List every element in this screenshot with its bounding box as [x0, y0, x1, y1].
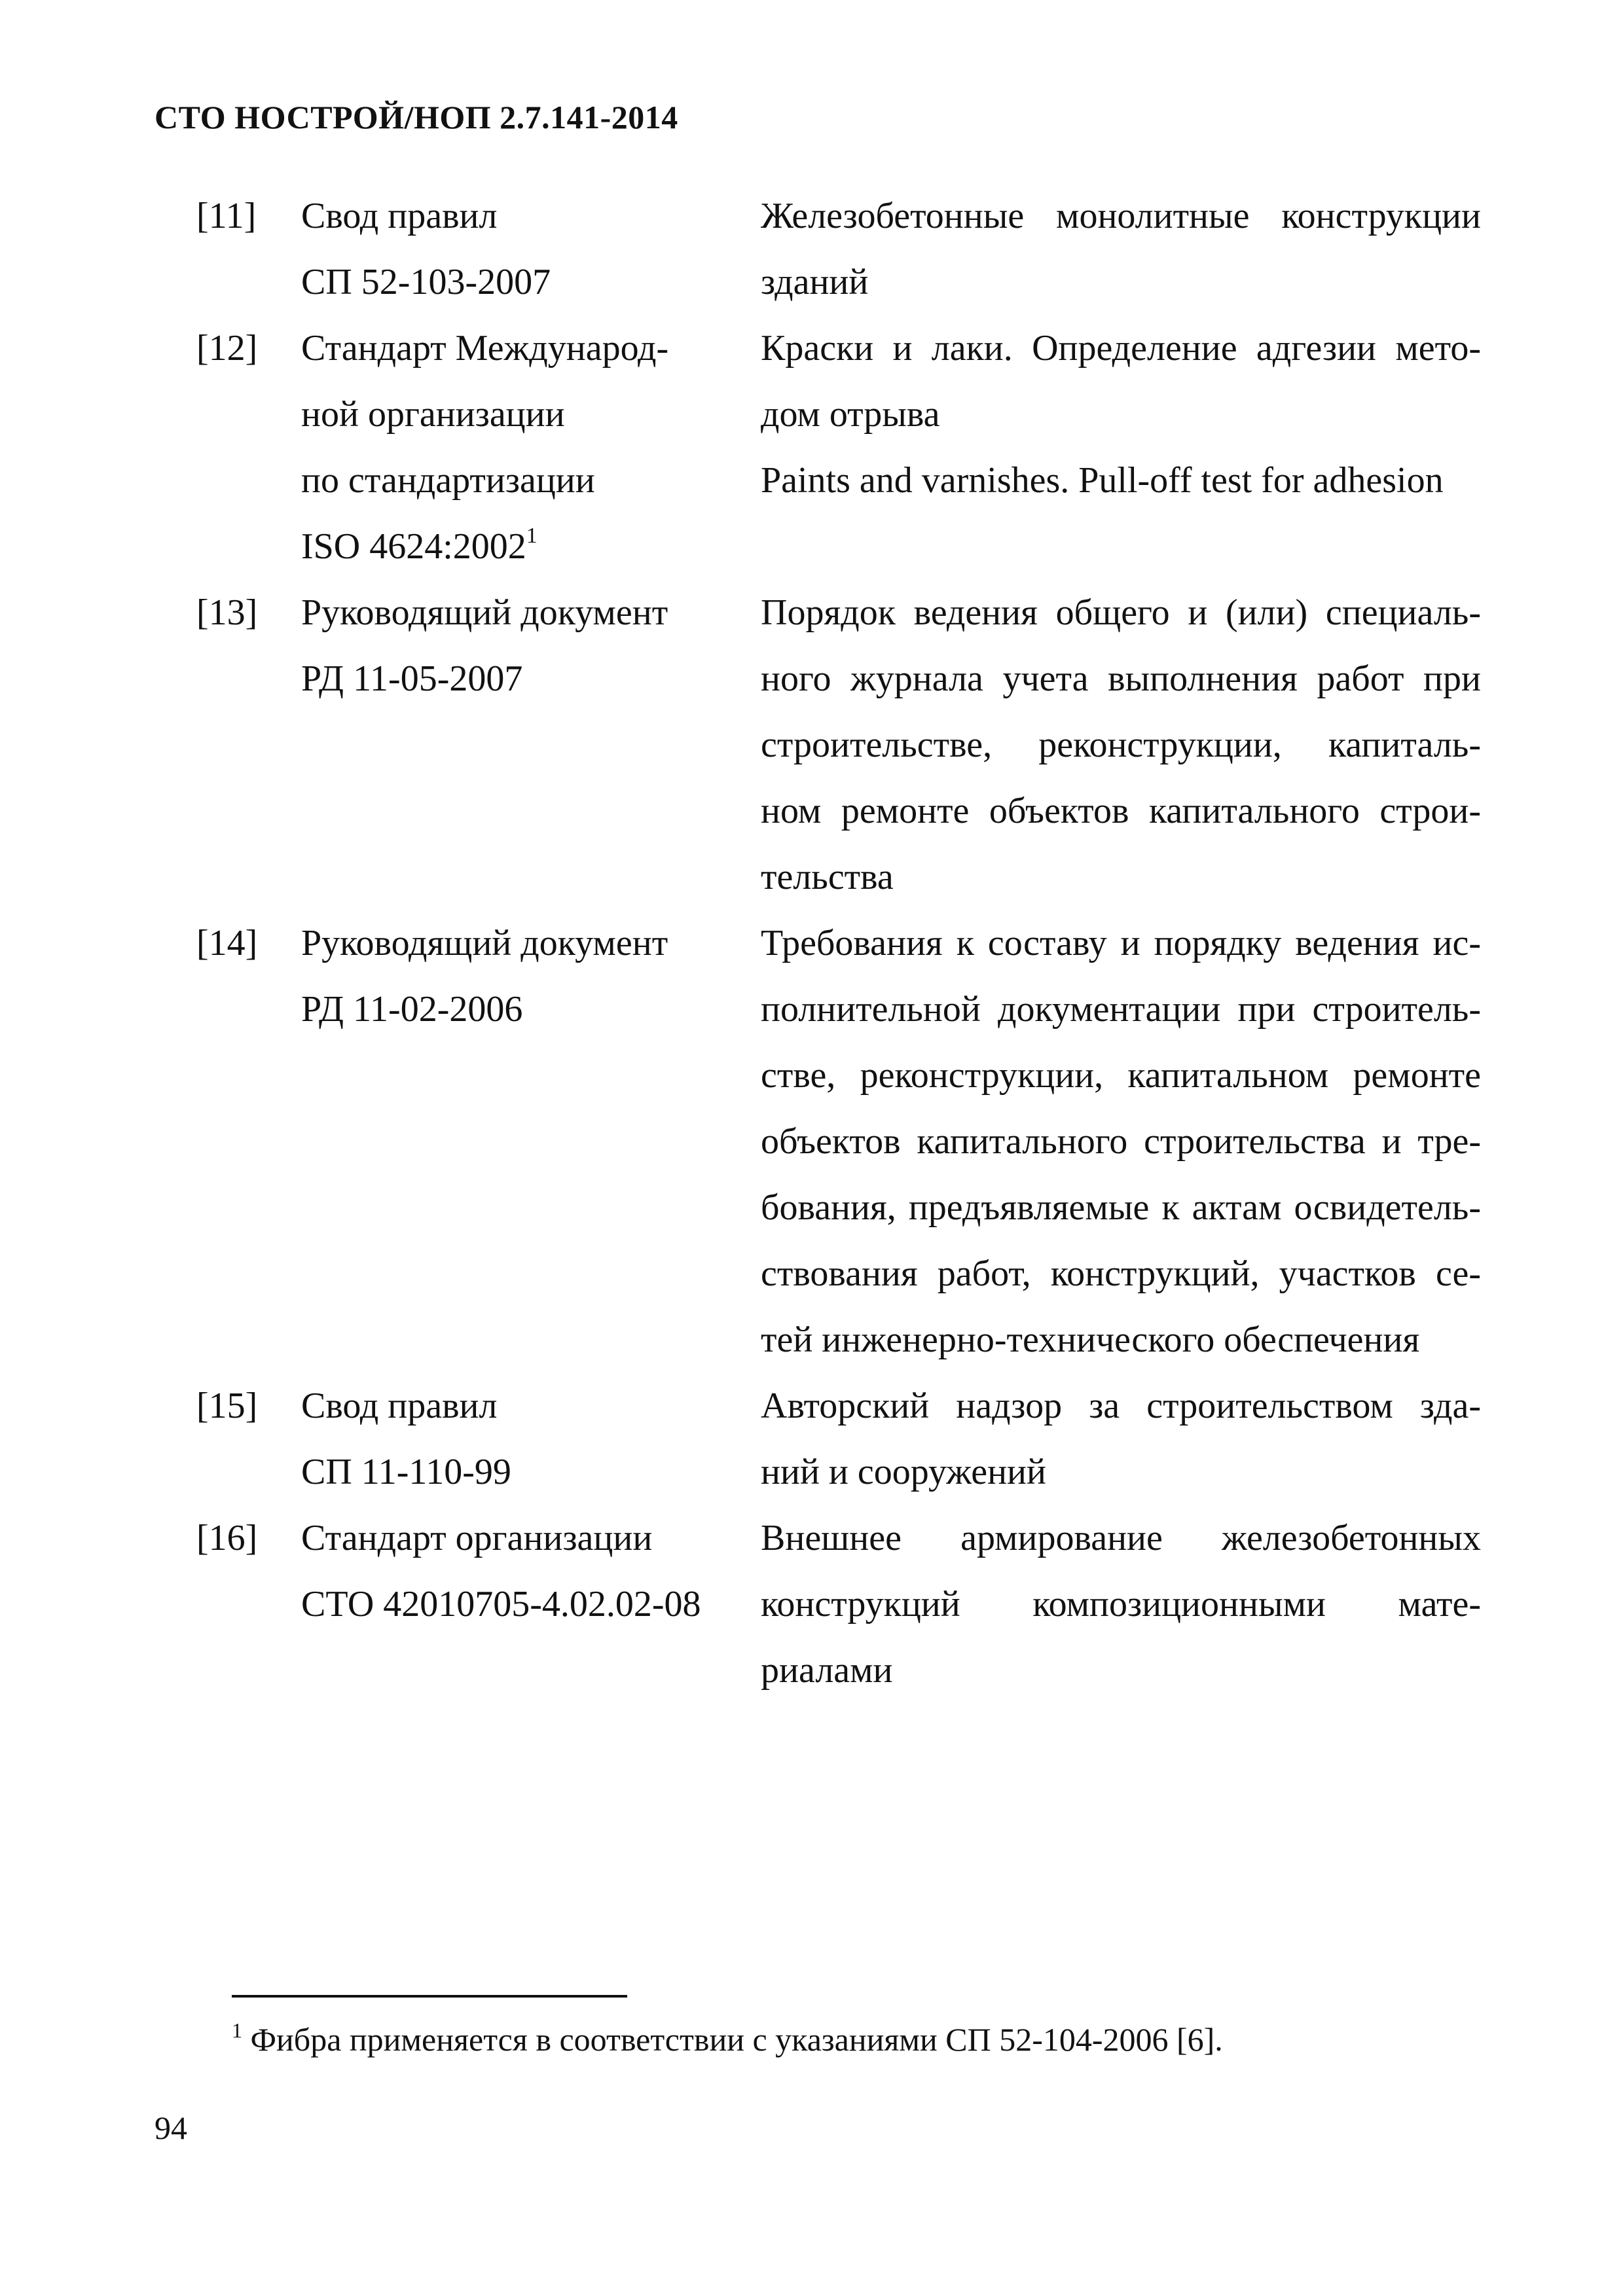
footnote-separator	[232, 1995, 627, 1998]
title-line: тельства	[761, 857, 894, 897]
document-line: Свод правил	[301, 1386, 498, 1426]
reference-number: [11]	[196, 196, 257, 236]
reference-document	[301, 183, 720, 315]
title-line: Авторский надзор за строительством зда-	[761, 1386, 1481, 1426]
document-line: СТО 42010705-4.02.02-08	[301, 1584, 701, 1624]
reference-title	[761, 910, 1481, 1373]
title-line: бования, предъявляемые к актам освидетель-	[761, 1187, 1481, 1228]
title-line: ном ремонте объектов капитального строи-	[761, 791, 1481, 831]
document-line: ной организации	[301, 394, 565, 435]
footnote-marker: 1	[526, 524, 538, 548]
title-line: Внешнее армирование железобетонных	[761, 1518, 1481, 1558]
footnote-marker: 1	[232, 2018, 242, 2042]
document-line: СП 52-103-2007	[301, 262, 551, 302]
document-line: Стандарт Международ-	[301, 328, 669, 368]
reference-document	[301, 315, 720, 580]
document-header: СТО НОСТРОЙ/НОП 2.7.141-2014	[155, 99, 678, 135]
document-line: Свод правил	[301, 196, 498, 236]
document-line: Руководящий документ	[301, 592, 668, 633]
title-line: дом отрыва	[761, 394, 940, 435]
reference-document	[301, 910, 720, 1043]
document-line: СП 11-110-99	[301, 1452, 511, 1492]
title-line: строительстве, реконструкции, капиталь-	[761, 725, 1481, 765]
document-line-with-footnote	[301, 514, 720, 580]
reference-document	[301, 580, 720, 712]
title-line: ствования работ, конструкций, участков се-	[761, 1253, 1481, 1294]
reference-number: [13]	[196, 592, 258, 633]
title-line: зданий	[761, 262, 869, 302]
title-line: Краски и лаки. Определение адгезии мето-	[761, 328, 1481, 368]
reference-title	[761, 580, 1481, 910]
title-line: стве, реконструкции, капитальном ремонте	[761, 1055, 1481, 1096]
document-line: ISO 4624:2002	[301, 526, 526, 567]
title-line: Железобетонные монолитные конструкции	[761, 196, 1481, 236]
title-line: риалами	[761, 1650, 893, 1691]
footnote-text: Фибра применяется в соответствии с указаниями СП 52-104-2006 [6].	[250, 2021, 1223, 2058]
title-line: тей инженерно-технического обеспечения	[761, 1319, 1420, 1360]
title-line: Порядок ведения общего и (или) специаль-	[761, 592, 1481, 633]
reference-number: [15]	[196, 1386, 258, 1426]
reference-document	[301, 1373, 720, 1505]
footnote	[232, 2020, 1223, 2059]
reference-title	[761, 1505, 1481, 1704]
document-line: по стандартизации	[301, 460, 595, 501]
document-line: РД 11-02-2006	[301, 989, 523, 1030]
title-line: конструкций композиционными мате-	[761, 1584, 1481, 1624]
reference-number: [12]	[196, 328, 258, 368]
title-line: полнительной документации при строитель-	[761, 989, 1481, 1030]
reference-number: [16]	[196, 1518, 258, 1558]
reference-title	[761, 315, 1481, 514]
title-line: Paints and varnishes. Pull-off test for adhesion	[761, 460, 1444, 501]
title-line: ний и сооружений	[761, 1452, 1046, 1492]
reference-title	[761, 183, 1481, 315]
document-line: Руководящий документ	[301, 923, 668, 963]
reference-title	[761, 1373, 1481, 1505]
reference-document	[301, 1505, 720, 1638]
page-number: 94	[155, 2109, 187, 2146]
title-line: ного журнала учета выполнения работ при	[761, 658, 1481, 699]
title-line: объектов капитального строительства и тре-	[761, 1121, 1481, 1162]
reference-number: [14]	[196, 923, 258, 963]
document-line: Стандарт организации	[301, 1518, 653, 1558]
document-line: РД 11-05-2007	[301, 658, 523, 699]
title-line: Требования к составу и порядку ведения ис-	[761, 923, 1481, 963]
